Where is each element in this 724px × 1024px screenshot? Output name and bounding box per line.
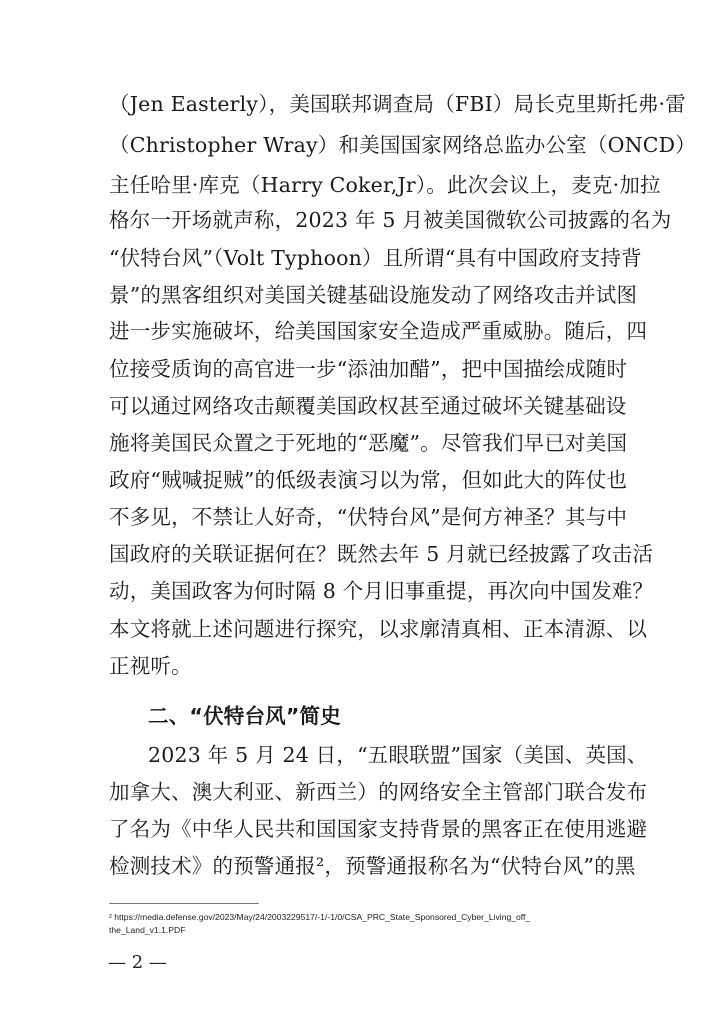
page-number: — 2 — [108,952,167,973]
footnote-line: the_Land_v1.1.PDF [109,925,186,935]
footnote-line: ² https://media.defense.gov/2023/May/24/2003229517/-1/-1/0/CSA_PRC_State_Sponsored_Cyber_Living_off_ [109,912,531,922]
body-line: 正视听。 [109,654,192,678]
body-line: 政府“贼喊捉贼”的低级表演习以为常，但如此大的阵仗也 [109,468,628,492]
section-line: 了名为《中华人民共和国国家支持背景的黑客正在使用逃避 [109,817,648,841]
body-line: 位接受质询的高官进一步“添油加醋”，把中国描绘成随时 [109,357,628,381]
body-line: 可以通过网络攻击颠覆美国政权甚至通过破坏关键基础设 [109,394,627,418]
section-line: 检测技术》的预警通报²，预警通报称名为“伏特台风”的黑 [109,854,636,878]
body-line: （Christopher Wray）和美国国家网络总监办公室（ONCD） [109,133,696,157]
body-line: 本文将就上述问题进行探究，以求廓清真相、正本清源、以 [109,617,648,641]
body-line: 不多见，不禁让人好奇，“伏特台风”是何方神圣？其与中 [109,505,628,529]
section-line: 加拿大、澳大利亚、新西兰）的网络安全主管部门联合发布 [109,780,648,804]
body-line: 景”的黑客组织对美国关键基础设施发动了网络攻击并试图 [109,283,638,307]
body-line: 格尔一开场就声称，2023 年 5 月被美国微软公司披露的名为 [109,208,672,232]
body-line: 施将美国民众置之于死地的“恶魔”。尽管我们早已对美国 [109,431,628,455]
section-heading: 二、“伏特台风”简史 [148,704,341,728]
body-line: （Jen Easterly），美国联邦调查局（FBI）局长克里斯托弗·雷 [109,92,686,116]
body-line: 进一步实施破坏，给美国国家安全造成严重威胁。随后，四 [109,319,648,343]
body-line: 主任哈里·库克（Harry Coker,Jr）。此次会议上，麦克·加拉 [109,173,661,197]
footnote-divider [109,903,259,904]
body-line: “伏特台风”（Volt Typhoon）且所谓“具有中国政府支持背 [109,246,642,270]
section-line: 2023 年 5 月 24 日，“五眼联盟”国家（美国、英国、 [148,743,648,767]
body-line: 动，美国政客为何时隔 8 个月旧事重提，再次向中国发难？ [109,579,654,603]
body-line: 国政府的关联证据何在？既然去年 5 月就已经披露了攻击活 [109,542,654,566]
